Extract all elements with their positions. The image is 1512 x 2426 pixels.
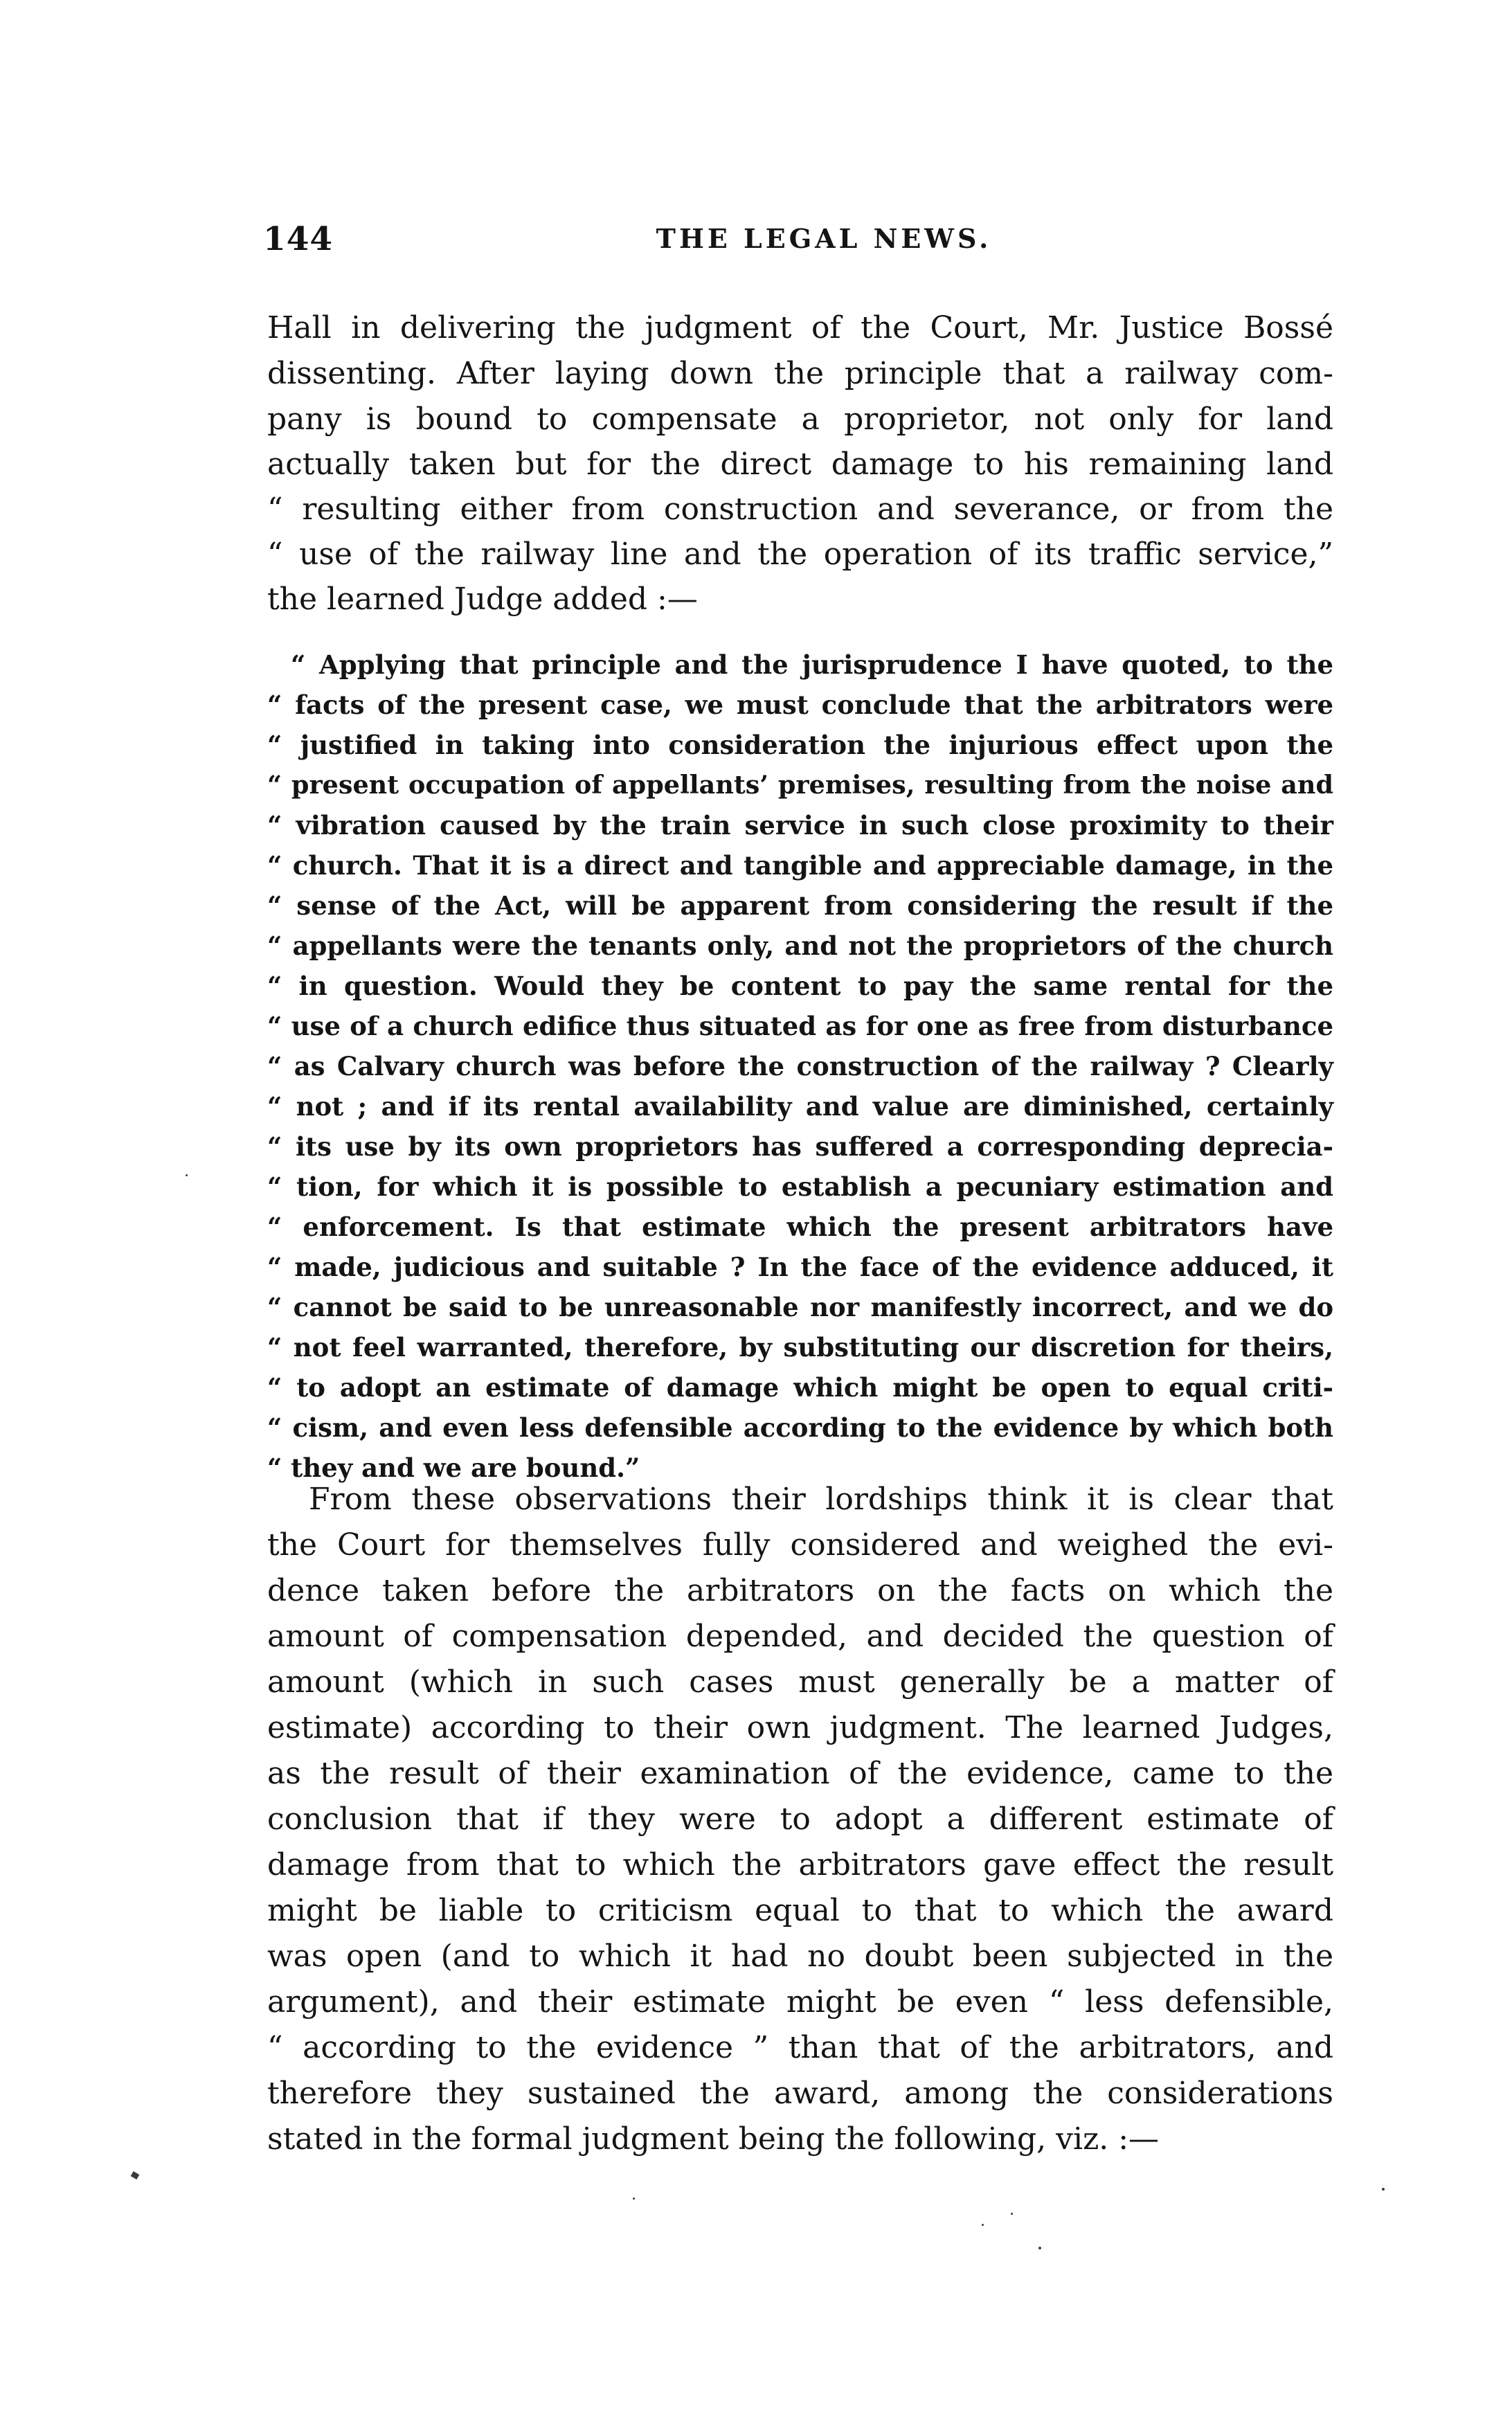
quote-line: “ enforcement. Is that estimate which the present arbitrators have [267,1212,1333,1242]
text-line: damage from that to which the arbitrators gave effect the result [267,1847,1333,1883]
text-line: was open (and to which it had no doubt been subjected in the [267,1939,1333,1974]
text-line: amount of compensation depended, and decided the question of [267,1619,1333,1654]
text-line: the Court for themselves fully considered and weighed the evi- [267,1527,1333,1563]
text-line: pany is bound to compensate a proprietor, not only for land [267,402,1333,437]
quote-line: “ vibration caused by the train service in such close proximity to their [267,810,1333,841]
text-line: the learned Judge added :— [267,582,698,617]
quote-line: “ church. That it is a direct and tangible and appreciable damage, in the [267,850,1333,881]
text-line: From these observations their lordships think it is clear that [309,1482,1333,1517]
text-line: therefore they sustained the award, among the considerations [267,2076,1333,2111]
text-line: estimate) according to their own judgment. The learned Judges, [267,1710,1333,1745]
ink-speck [131,2171,140,2180]
quote-line: “ appellants were the tenants only, and not the proprietors of the church [267,931,1333,961]
text-line: dence taken before the arbitrators on the facts on which the [267,1573,1333,1608]
quote-line: “ made, judicious and suitable ? In the face of the evidence adduced, it [267,1252,1333,1282]
quote-line: “ facts of the present case, we must conclude that the arbitrators were [267,690,1333,720]
quote-line: “ they and we are bound.” [267,1453,640,1483]
quote-line: “ as Calvary church was before the construction of the railway ? Clearly [267,1051,1333,1081]
text-line: stated in the formal judgment being the following, viz. :— [267,2121,1160,2157]
ink-speck [633,2198,635,2200]
ink-speck [1011,2213,1013,2215]
quote-line: “ present occupation of appellants’ premises, resulting from the noise and [267,770,1333,800]
text-line: might be liable to criticism equal to that to which the award [267,1893,1333,1928]
text-line: “ use of the railway line and the operation of its traffic service,” [267,537,1333,572]
ink-speck [1038,2247,1041,2249]
page-number: 144 [263,220,334,258]
quote-line: “ justified in taking into consideration the injurious effect upon the [267,730,1333,760]
quote-line: “ not ; and if its rental availability and value are diminished, certainly [267,1091,1333,1122]
quote-line: “ its use by its own proprietors has suffered a corresponding deprecia- [267,1131,1333,1162]
quote-line: “ tion, for which it is possible to establish a pecuniary estimation and [267,1171,1333,1202]
text-line: dissenting. After laying down the principle that a railway com- [267,356,1333,391]
quote-line: “ to adopt an estimate of damage which might be open to equal criti- [267,1372,1333,1403]
text-line: conclusion that if they were to adopt a different estimate of [267,1801,1333,1837]
page-header [263,220,1343,282]
text-line: “ resulting either from construction and severance, or from the [267,492,1333,527]
text-line: “ according to the evidence ” than that of the arbitrators, and [267,2030,1333,2065]
ink-speck [1382,2188,1385,2191]
text-line: argument), and their estimate might be even “ less defensible, [267,1984,1333,2020]
quote-line: “ in question. Would they be content to pay the same rental for the [267,971,1333,1001]
quote-line: “ not feel warranted, therefore, by substituting our discretion for theirs, [267,1332,1333,1363]
quote-line: “ Applying that principle and the jurisprudence I have quoted, to the [291,649,1333,680]
text-line: amount (which in such cases must generally be a matter of [267,1664,1333,1700]
quote-line: “ use of a church edifice thus situated as for one as free from disturbance [267,1011,1333,1041]
ink-speck [186,1174,188,1176]
quote-line: “ cannot be said to be unreasonable nor manifestly incorrect, and we do [267,1292,1333,1322]
quote-line: “ sense of the Act, will be apparent from considering the result if the [267,890,1333,921]
running-title: THE LEGAL NEWS. [656,223,992,254]
ink-speck [982,2224,984,2226]
text-line: Hall in delivering the judgment of the Court, Mr. Justice Bossé [267,310,1333,345]
text-line: actually taken but for the direct damage to his remaining land [267,447,1333,482]
quote-line: “ cism, and even less defensible according to the evidence by which both [267,1412,1333,1443]
text-line: as the result of their examination of the evidence, came to the [267,1756,1333,1791]
